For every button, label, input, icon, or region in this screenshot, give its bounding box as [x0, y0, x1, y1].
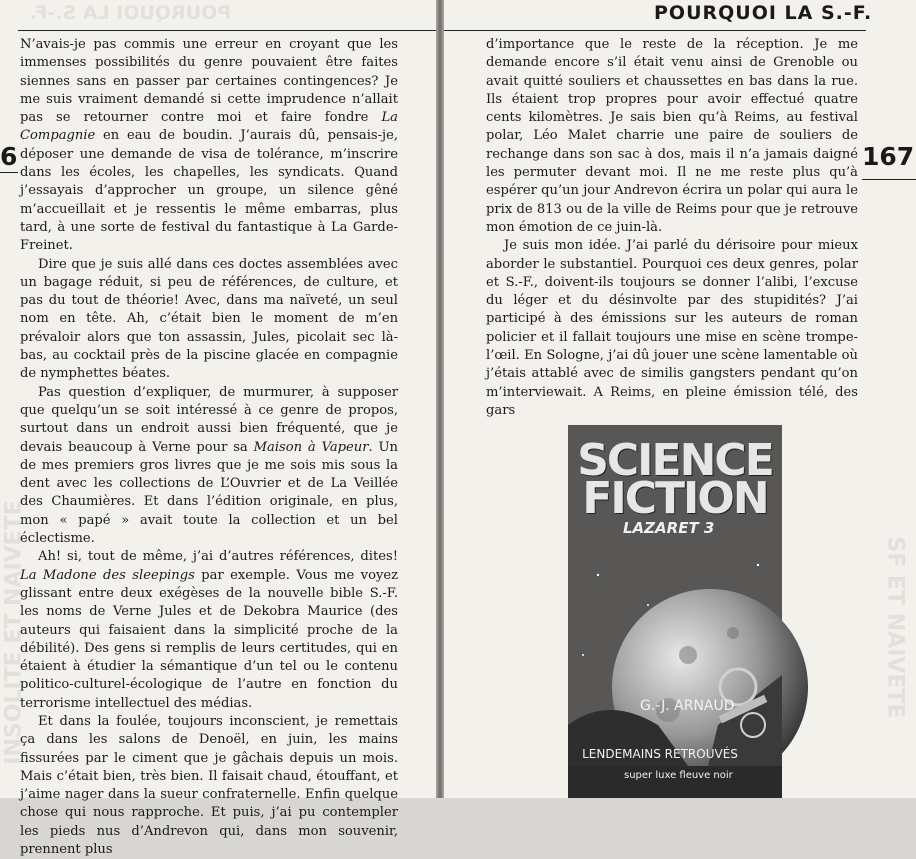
- page-number: 167: [862, 142, 915, 171]
- body-text: [486, 36, 858, 420]
- bleed-through-spine: SF ET NAIVETE: [882, 536, 908, 719]
- text-run: N’avais-je pas commis une erreur en croyant que les immenses possibilités du genre pouvaient être faites siennes sans en passer par certaines contingences? Je me suis vraiment demandé si cette imprudence n’allait pas se retourner contre moi et faire fondre: [20, 37, 398, 126]
- text-run: Je suis mon idée. J’ai parlé du dérisoire pour mieux aborder le substantiel. Pourquoi ces deux genres, polar et S.-F., doivent-ils toujours se donner l’alibi, l’excuse du léger et du désinvolte par des stupidités? J’ai participé à des émissions sur les auteurs de roman policier et il fallait toujours une mise en scène trompe-l’œil. En Sologne, j’ai dû jouer une scène lamentable où j’étais attablé avec de similis gangsters pendant qu’on m’interviewait. A Reims, en pleine émission télé, des gars: [486, 238, 858, 418]
- text-run: Dire que je suis allé dans ces doctes assemblées avec un bagage réduit, si peu de références, de culture, et pas du tout de théorie! Avec, dans ma naïveté, un seul nom en tête. Ah, c’était bien le moment de m’en prévaloir alors que ton assassin, Jules, picolait sec là-bas, au cocktail près de la piscine glacée en compagnie de nymphettes béates.: [20, 256, 398, 382]
- right-page: [444, 0, 916, 798]
- book-cover-image: [568, 425, 782, 798]
- running-title: POURQUOI LA S.-F.: [654, 2, 873, 24]
- left-page: [0, 0, 436, 858]
- cover-collection: LENDEMAINS RETROUVÉS: [582, 747, 738, 761]
- text-run: Et dans la foulée, toujours inconscient, je remettais ça dans les salons de Denoël, en juin, les mains fissurées par le ciment que je gâchais depuis un mois. Mais c’était bien, très bien. Il faisait chaud, étouffant, et j’aime nager dans la sueur confraternelle. Enfin quelque chose qui nous rapproche. Et puis, j’ai pu contempler les pieds nus d’Andrevon qui, dans mon souvenir, prennent plus: [20, 713, 398, 858]
- cover-subtitle: LAZARET 3: [623, 519, 715, 537]
- paragraph: [20, 384, 398, 549]
- planet-illustration: [568, 425, 782, 798]
- body-text: [20, 36, 398, 859]
- bleed-through-header: POURQUOI LA S.-F.: [30, 2, 232, 24]
- cover-author: G.-J. ARNAUD: [640, 698, 735, 714]
- paragraph: [20, 36, 398, 256]
- page-number-rule: [862, 179, 916, 180]
- text-run: par exemple. Vous me voyez glissant entre deux exégèses de la nouvelle bible S.-F. les noms de Verne Jules et de Dekobra Maurice (des auteurs qui faisaient dans la simplicité proche de la débilité). Des gens si remplis de leurs certitudes, qui en étaient à étudier la sémantique d’un tel ou le contenu politico-culturel-écologique de l’autre en fonction du terrorisme intellectuel des médias.: [20, 567, 398, 711]
- cover-title-fiction: FICTION: [582, 473, 768, 524]
- book-gutter: [436, 0, 444, 798]
- text-run: Pas question d’expliquer, de murmurer, à supposer que quelqu’un se soit intéressé à ce genre de propos, surtout dans un endroit aussi bien fréquenté, que je devais beaucoup à Verne pour sa: [20, 384, 398, 455]
- text-run: en eau de boudin. J’aurais dû, pensais-je, déposer une demande de visa de tolérance, m’inscrire dans les écoles, les chapelles, les syndicats. Quand j’essayais d’approcher un groupe, un silence gêné m’accueillait et je ressentis le même embarras, plus tard, à une sorte de festival du fantastique à La Garde-Freinet.: [20, 128, 398, 254]
- paragraph: [486, 237, 858, 420]
- cover-title-science: SCIENCE: [577, 435, 773, 486]
- italic-title: La Madone des sleepings: [20, 567, 195, 583]
- header-rule: [444, 30, 866, 31]
- paragraph: [20, 713, 398, 859]
- header-rule: [18, 30, 436, 31]
- italic-title: Maison à Vapeur: [253, 439, 369, 455]
- page-number: 6: [0, 142, 18, 171]
- text-run: . Un de mes premiers gros livres que je me sois mis sous la dent avec les collections de L’Ouvrier et de La Veillée des Chaumières. Et dans l’édition originale, en plus, mon « papé » avait toute la collection et un bel éclectisme.: [20, 439, 398, 547]
- bleed-through-spine: INSOLITE ET NAIVETE: [1, 500, 27, 765]
- cover-series: super luxe fleuve noir: [624, 770, 733, 781]
- paragraph: [20, 256, 398, 384]
- text-run: d’importance que le reste de la réception. Je me demande encore s’il était venu ainsi de Grenoble ou avait quitté souliers et chaussettes en bas dans la rue. Ils étaient trop propres pour avoir effectué quatre cents kilomètres. Je sais bien qu’à Reims, au festival polar, Léo Malet charrie une paire de souliers de rechange dans son sac à dos, mais il n’a jamais daigné les permuter devant moi. Il ne me reste plus qu’à espérer qu’un jour Andrevon écrira un polar qui aura le prix de 813 ou de la ville de Reims pour que je retrouve mon émotion de ce juin-là.: [486, 37, 858, 235]
- italic-title: La Compagnie: [20, 110, 398, 144]
- paragraph: [486, 36, 858, 237]
- paragraph: [20, 548, 398, 713]
- page-number-rule: [0, 172, 18, 173]
- text-run: Ah! si, tout de même, j’ai d’autres références, dites!: [38, 549, 398, 565]
